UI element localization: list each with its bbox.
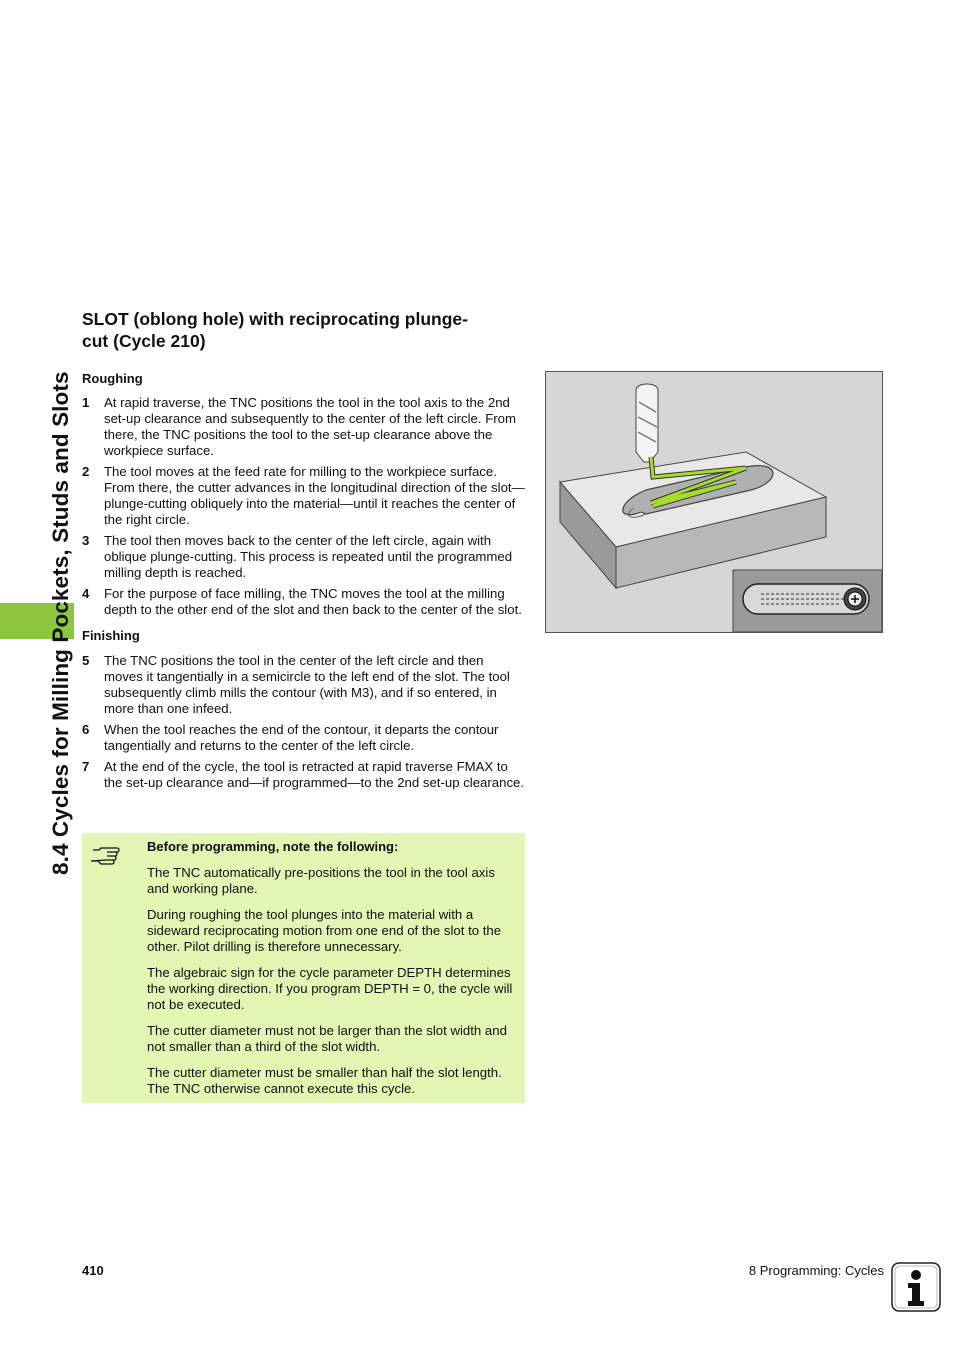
step-number: 1 xyxy=(82,395,90,410)
roughing-step-2 xyxy=(82,464,525,528)
note-paragraph: The TNC automatically pre-positions the tool in the tool axis and working plane. xyxy=(147,865,495,896)
roughing-step-4 xyxy=(82,586,525,618)
roughing-step-1 xyxy=(82,395,525,459)
finishing-step-7 xyxy=(82,759,525,791)
finishing-heading: Finishing xyxy=(82,628,140,643)
note-paragraph: The cutter diameter must be smaller than half the slot length. The TNC otherwise cannot execute this cycle. xyxy=(147,1065,502,1096)
note-paragraph: The cutter diameter must not be larger than the slot width and not smaller than a third of the slot width. xyxy=(147,1023,507,1054)
step-number: 3 xyxy=(82,533,90,548)
step-text: When the tool reaches the end of the contour, it departs the contour tangentially and returns to the center of the left circle. xyxy=(104,722,499,753)
step-text: At the end of the cycle, the tool is retracted at rapid traverse FMAX to the set-up clearance and—if programmed—to the 2nd set-up clearance. xyxy=(104,759,525,790)
step-text: The tool moves at the feed rate for milling to the workpiece surface. From there, the cutter advances in the longitudinal direction of the slot—plunge-cutting obliquely into the material—until it reaches the center of the right circle. xyxy=(104,464,525,527)
main-content xyxy=(82,308,525,791)
step-text: The tool then moves back to the center of the left circle, again with oblique plunge-cutting. This process is repeated until the programmed milling depth is reached. xyxy=(104,533,513,580)
step-text: The TNC positions the tool in the center of the left circle and then moves it tangentially in a semicircle to the left end of the slot. The tool subsequently climb mills the contour (with M3), and if so entered, in more than one infeed. xyxy=(104,653,510,716)
step-text: For the purpose of face milling, the TNC moves the tool at the milling depth to the other end of the slot and then back to the center of the slot. xyxy=(104,586,522,617)
finishing-step-6 xyxy=(82,722,525,754)
note-heading: Before programming, note the following: xyxy=(147,839,399,854)
step-text: At rapid traverse, the TNC positions the tool in the tool axis to the 2nd set-up clearance and subsequently to the center of the left circle. From there, the TNC positions the tool to the set-up clearance above the workpiece surface. xyxy=(104,395,516,458)
finishing-steps xyxy=(82,653,525,791)
programming-note xyxy=(82,833,525,1103)
page-number: 410 xyxy=(82,1263,104,1278)
roughing-step-3 xyxy=(82,533,525,581)
chapter-title: 8.4 Cycles for Milling Pockets, Studs and Slots xyxy=(48,371,73,875)
step-number: 2 xyxy=(82,464,90,479)
note-paragraph: During roughing the tool plunges into the material with a sideward reciprocating motion from one end of the slot to the other. Pilot drilling is therefore unnecessary. xyxy=(147,907,502,954)
section-title: SLOT (oblong hole) with reciprocating plunge- cut (Cycle 210) xyxy=(82,309,468,351)
info-icon xyxy=(891,1262,941,1312)
step-number: 5 xyxy=(82,653,90,668)
slot-illustration-graphic xyxy=(546,372,882,632)
step-number: 4 xyxy=(82,586,90,601)
step-number: 6 xyxy=(82,722,90,737)
pointing-hand-icon xyxy=(91,841,125,865)
note-paragraph: The algebraic sign for the cycle parameter DEPTH determines the working direction. If you program DEPTH = 0, the cycle will not be executed. xyxy=(147,965,513,1012)
footer-chapter: 8 Programming: Cycles xyxy=(748,1263,884,1278)
finishing-step-5 xyxy=(82,653,525,717)
note-paragraphs xyxy=(147,865,517,1097)
step-number: 7 xyxy=(82,759,90,774)
slot-cycle-illustration xyxy=(545,371,883,633)
roughing-heading: Roughing xyxy=(82,371,143,386)
roughing-steps xyxy=(82,395,525,618)
